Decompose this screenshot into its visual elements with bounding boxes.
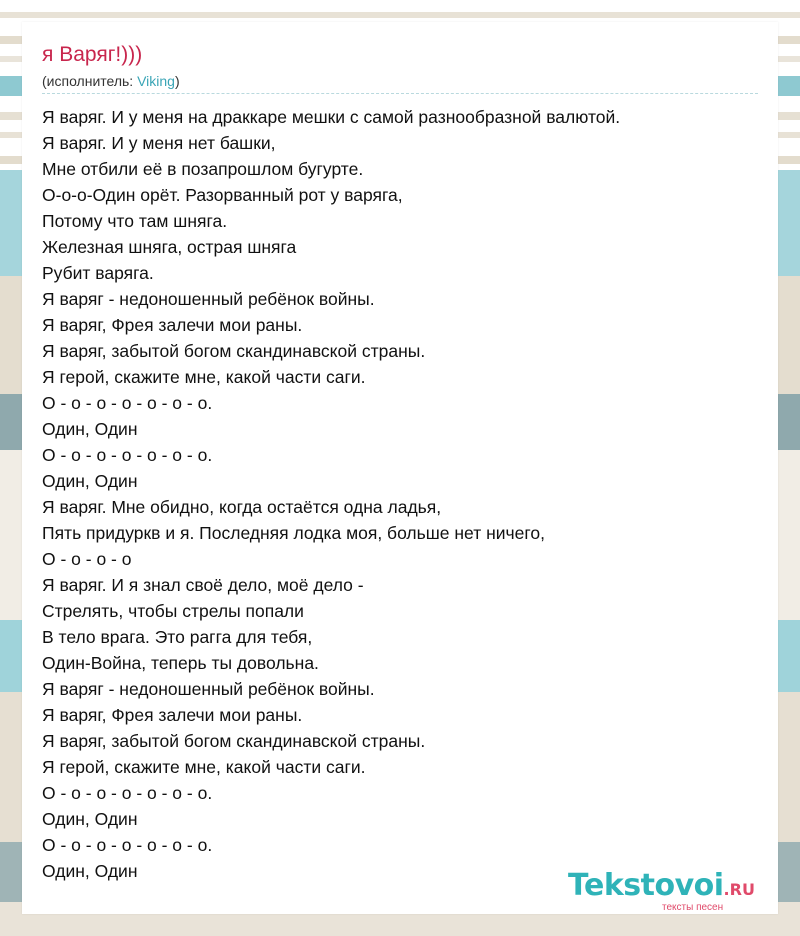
logo-tagline: тексты песен <box>662 902 724 913</box>
lyric-line: Пять придуркв и я. Последняя лодка моя, больше нет ничего, <box>42 523 545 543</box>
lyric-line: Я варяг, забытой богом скандинавской страны. <box>42 341 426 361</box>
lyric-line: Стрелять, чтобы стрелы попали <box>42 601 304 621</box>
lyric-line: О-о-о-Один орёт. Разорванный рот у варяга, <box>42 185 403 205</box>
lyric-line: О - о - о - о - о - о - о. <box>42 783 213 803</box>
lyric-line: О - о - о - о - о - о - о. <box>42 835 213 855</box>
lyric-line: Рубит варяга. <box>42 263 154 283</box>
lyric-line: О - о - о - о - о - о - о. <box>42 445 213 465</box>
logo-domain-suffix: .RU <box>723 880 755 899</box>
lyrics-text <box>42 104 758 884</box>
lyric-line: Мне отбили её в позапрошлом бугурте. <box>42 159 364 179</box>
logo-main-text: Tekstovoi <box>568 868 724 903</box>
lyric-line: Я варяг - недоношенный ребёнок войны. <box>42 679 375 699</box>
lyric-line: Один, Один <box>42 861 138 881</box>
lyric-line: Железная шняга, острая шняга <box>42 237 297 257</box>
song-title: я Варяг!))) <box>42 43 143 66</box>
artist-line <box>42 72 180 90</box>
lyric-line: В тело врага. Это рагга для тебя, <box>42 627 313 647</box>
title-divider <box>42 93 758 94</box>
lyric-line: Один, Один <box>42 419 138 439</box>
lyric-line: Я герой, скажите мне, какой части саги. <box>42 757 366 777</box>
lyric-line: Я варяг. И у меня на драккаре мешки с самой разнообразной валютой. <box>42 107 621 127</box>
lyric-line: Я варяг. И я знал своё дело, моё дело - <box>42 575 364 595</box>
lyric-line: Один, Один <box>42 471 138 491</box>
lyrics-card <box>22 22 778 914</box>
artist-link[interactable]: Viking <box>137 73 175 89</box>
lyric-line: Я варяг, Фрея залечи мои раны. <box>42 315 303 335</box>
tekstovoi-logo[interactable] <box>568 868 778 916</box>
lyric-line: Я варяг. И у меня нет башки, <box>42 133 276 153</box>
lyric-line: Я варяг, забытой богом скандинавской страны. <box>42 731 426 751</box>
lyric-line: О - о - о - о - о - о - о. <box>42 393 213 413</box>
lyric-line: Потому что там шняга. <box>42 211 228 231</box>
lyric-line: О - о - о - о <box>42 549 132 569</box>
lyric-line: Я варяг, Фрея залечи мои раны. <box>42 705 303 725</box>
lyric-line: Один-Война, теперь ты довольна. <box>42 653 319 673</box>
artist-suffix: ) <box>174 73 180 89</box>
artist-prefix: (исполнитель: <box>42 73 138 89</box>
lyric-line: Я варяг - недоношенный ребёнок войны. <box>42 289 375 309</box>
lyric-line: Один, Один <box>42 809 138 829</box>
lyric-line: Я варяг. Мне обидно, когда остаётся одна ладья, <box>42 497 442 517</box>
lyric-line: Я герой, скажите мне, какой части саги. <box>42 367 366 387</box>
